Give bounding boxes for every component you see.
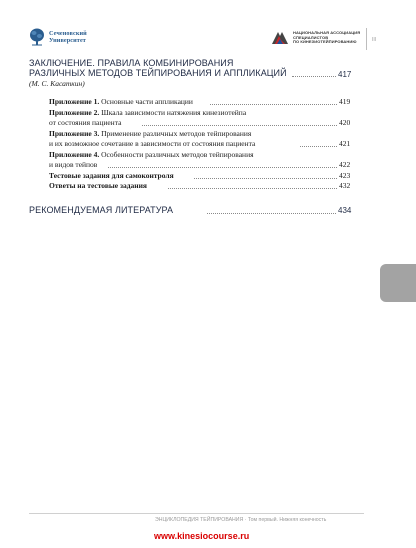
appendix-2-text: Шкала зависимости натяжения кинезиотейпа (99, 108, 247, 117)
conclusion-leader (292, 76, 336, 77)
literature-page: 434 (338, 206, 352, 215)
appendix-4-page: 422 (339, 160, 351, 169)
appendix-3-text: Применение различных методов тейпирования (99, 129, 252, 138)
conclusion-title-line2: РАЗЛИЧНЫХ МЕТОДОВ ТЕЙПИРОВАНИЯ И АППЛИКАЦИЙ (29, 68, 287, 78)
appendix-3-text-line2: и их возможное сочетание в зависимости от состояния пациента (49, 139, 256, 148)
toc-entry-answers (49, 181, 147, 190)
page-number: III (372, 37, 377, 43)
association-logo-text (293, 31, 373, 45)
appendix-1-leader (210, 104, 337, 105)
logo-left-line2: Университет (49, 37, 86, 44)
appendix-3-leader (300, 146, 337, 147)
logo-left-line1: Сеченовский (49, 30, 87, 37)
appendix-4-label: Приложение 4. (49, 150, 100, 159)
footer-book-title (155, 517, 326, 523)
conclusion-author: (М. С. Касаткин) (29, 79, 85, 88)
appendix-2-text-line2: от состояния пациента (49, 118, 122, 127)
header-divider (366, 28, 367, 50)
footer-divider (29, 513, 364, 514)
logo-right-line3: ПО КИНЕЗИОТЕЙПИРОВАНИЮ (293, 39, 357, 45)
appendix-3-page: 421 (339, 139, 351, 148)
logo-right-line1: НАЦИОНАЛЬНАЯ АССОЦИАЦИЯ (293, 30, 361, 36)
footer-book-name: ЭНЦИКЛОПЕДИЯ ТЕЙПИРОВАНИЯ (155, 517, 244, 523)
association-emblem-icon (270, 30, 290, 46)
self-tests-leader (194, 178, 337, 179)
answers-label: Ответы на тестовые задания (49, 181, 147, 190)
appendix-4-leader (108, 167, 337, 168)
appendix-3-label: Приложение 3. (49, 129, 100, 138)
toc-entry-appendix-4 (49, 150, 254, 159)
footer-website-link[interactable]: www.kinesiocourse.ru (154, 531, 250, 541)
appendix-4-text: Особенности различных методов тейпирования (99, 150, 254, 159)
logo-right-line2: СПЕЦИАЛИСТОВ (293, 34, 329, 40)
literature-title: РЕКОМЕНДУЕМАЯ ЛИТЕРАТУРА (29, 205, 174, 215)
appendix-1-page: 419 (339, 97, 351, 106)
conclusion-title-line1: ЗАКЛЮЧЕНИЕ. ПРАВИЛА КОМБИНИРОВАНИЯ (29, 58, 234, 68)
appendix-1-text: Основные части аппликации (99, 97, 193, 106)
toc-entry-appendix-2 (49, 108, 246, 117)
toc-entry-appendix-3 (49, 129, 251, 138)
answers-page: 432 (339, 181, 351, 190)
appendix-2-label: Приложение 2. (49, 108, 100, 117)
self-tests-page: 423 (339, 171, 351, 180)
toc-entry-self-tests (49, 171, 174, 180)
sechenov-logo (29, 28, 87, 46)
appendix-4-text-line2: и видов тейпов (49, 160, 98, 169)
tree-icon (29, 28, 45, 46)
self-tests-label: Тестовые задания для самоконтроля (49, 171, 174, 180)
appendix-2-leader (142, 125, 337, 126)
appendix-2-page: 420 (339, 118, 351, 127)
chapter-side-tab (380, 264, 416, 302)
conclusion-page: 417 (338, 70, 352, 79)
answers-leader (168, 188, 337, 189)
appendix-1-label: Приложение 1. (49, 97, 100, 106)
page-header (0, 0, 416, 62)
footer-book-subtitle: · Том первый. Нижняя конечность (243, 517, 327, 523)
toc-entry-appendix-1 (49, 97, 193, 106)
association-logo (270, 30, 373, 46)
literature-leader (207, 213, 336, 214)
sechenov-logo-text (49, 30, 87, 44)
